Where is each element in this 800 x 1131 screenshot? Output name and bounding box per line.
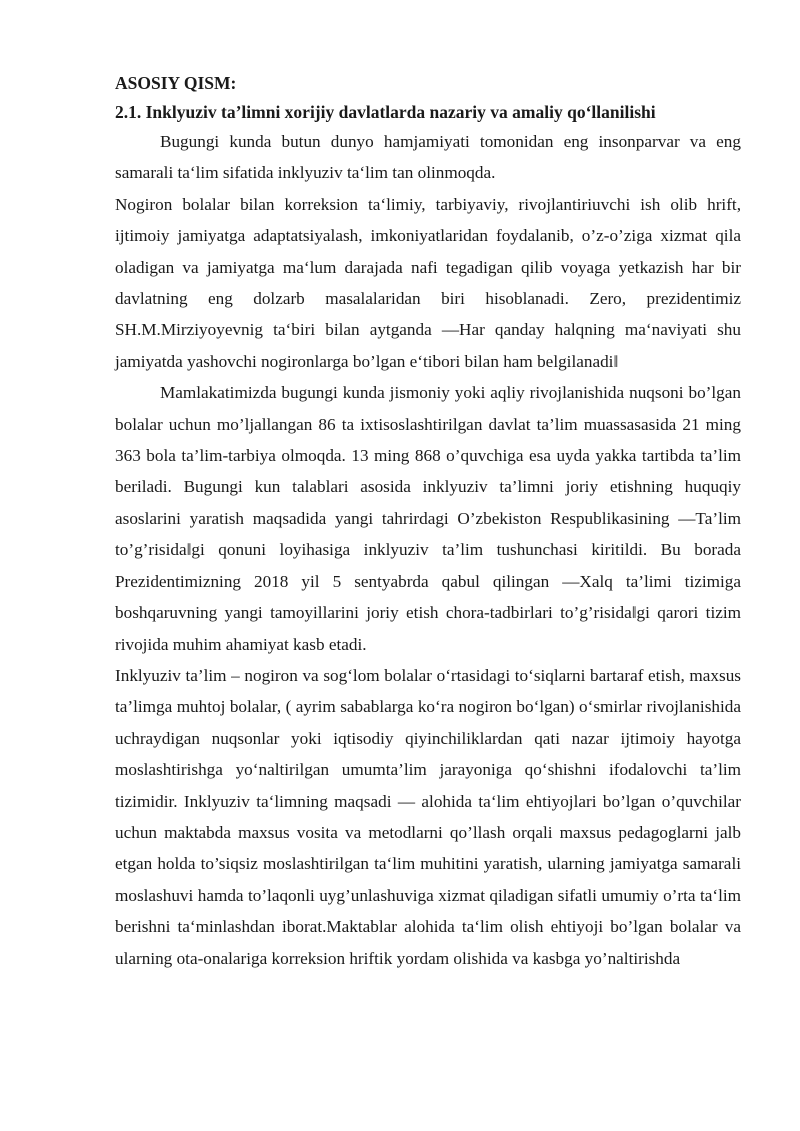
paragraph-inklyuziv-definition: Inklyuziv ta’lim – nogiron va sog‘lom bolalar o‘rtasidagi to‘siqlarni bartaraf etish, maxsus ta’limga muhtoj bolalar, ( ayrim sabablarga ko‘ra nogiron bo‘lgan) o‘smirlar rivojlanishida uchraydigan nuqsonlar yoki iqtisodiy qiyinchiliklardan qati nazar ijtimoiy hayotga moslashtirishga yo‘naltirilgan umumta’lim jarayoniga qo‘shishni ifodalovchi ta’lim tizimidir. Inklyuziv ta‘limning maqsadi — alohida ta‘lim ehtiyojlari bo’lgan o’quvchilar uchun maktabda maxsus vosita va metodlarni qo’llash orqali maxsus pedagoglarni jalb etgan holda to’siqsiz moslashtirilgan ta‘lim muhitini yaratish, ularning jamiyatga samarali moslashuvi hamda to’laqonli uyg’unlashuviga xizmat qiladigan sifatli umumiy o’rta ta‘lim berishni ta‘minlashdan iborat.Maktablar alohida ta‘lim olish ehtiyoji bo’lgan bolalar va ularning ota-onalariga korreksion hriftik yordam olishida va kasbga yo’naltirishda bbox=[115, 665, 741, 968]
document-page bbox=[115, 72, 741, 974]
section-title: ASOSIY QISM: bbox=[115, 73, 237, 93]
subsection-title: 2.1. Inklyuziv ta’limni xorijiy davlatlarda nazariy va amaliy qo‘llanilishi bbox=[115, 102, 656, 122]
paragraph-nogiron: Nogiron bolalar bilan korreksion ta‘limiy, tarbiyaviy, rivojlantiriuvchi ish olib hrift, ijtimoiy jamiyatga adaptatsiyalash, imkoniyatlaridan foydalanib, o’z-o’ziga xizmat qila oladigan va jamiyatga ma‘lum darajada nafi tegadigan qilib voyaga yetkazish har bir davlatning eng dolzarb masalalaridan biri hisoblanadi. Zero, prezidentimiz SH.M.Mirziyoyevnig ta‘biri bilan aytganda ―Har qanday halqning ma‘naviyati shu jamiyatda yashovchi nogironlarga bo’lgan e‘tibori bilan ham belgilanadi‖ bbox=[115, 194, 741, 371]
paragraph-intro: Bugungi kunda butun dunyo hamjamiyati tomonidan eng insonparvar va eng samarali ta‘lim sifatida inklyuziv ta‘lim tan olinmoqda. bbox=[115, 132, 741, 183]
paragraph-mamlakat: Mamlakatimizda bugungi kunda jismoniy yoki aqliy rivojlanishida nuqsoni bo’lgan bolalar uchun mo’ljallangan 86 ta ixtisoslashtirilgan davlat ta’lim muassasasida 21 ming 363 bola ta’lim-tarbiya olmoqda. 13 ming 868 o’quvchiga esa uyda yakka tartibda ta’lim beriladi. Bugungi kun talablari asosida inklyuziv ta’limni joriy etishning huquqiy asoslarini yaratish maqsadida yangi tahrirdagi O’zbekiston Respublikasining ―Ta’lim to’g’risida‖gi qonuni loyihasiga inklyuziv ta’lim tushunchasi kiritildi. Bu borada Prezidentimizning 2018 yil 5 sentyabrda qabul qilingan ―Xalq ta’limi tizimiga boshqaruvning yangi tamoyillarini joriy etish chora-tadbirlari to’g’risida‖gi qarori tizim rivojida muhim ahamiyat kasb etadi. bbox=[115, 383, 741, 654]
